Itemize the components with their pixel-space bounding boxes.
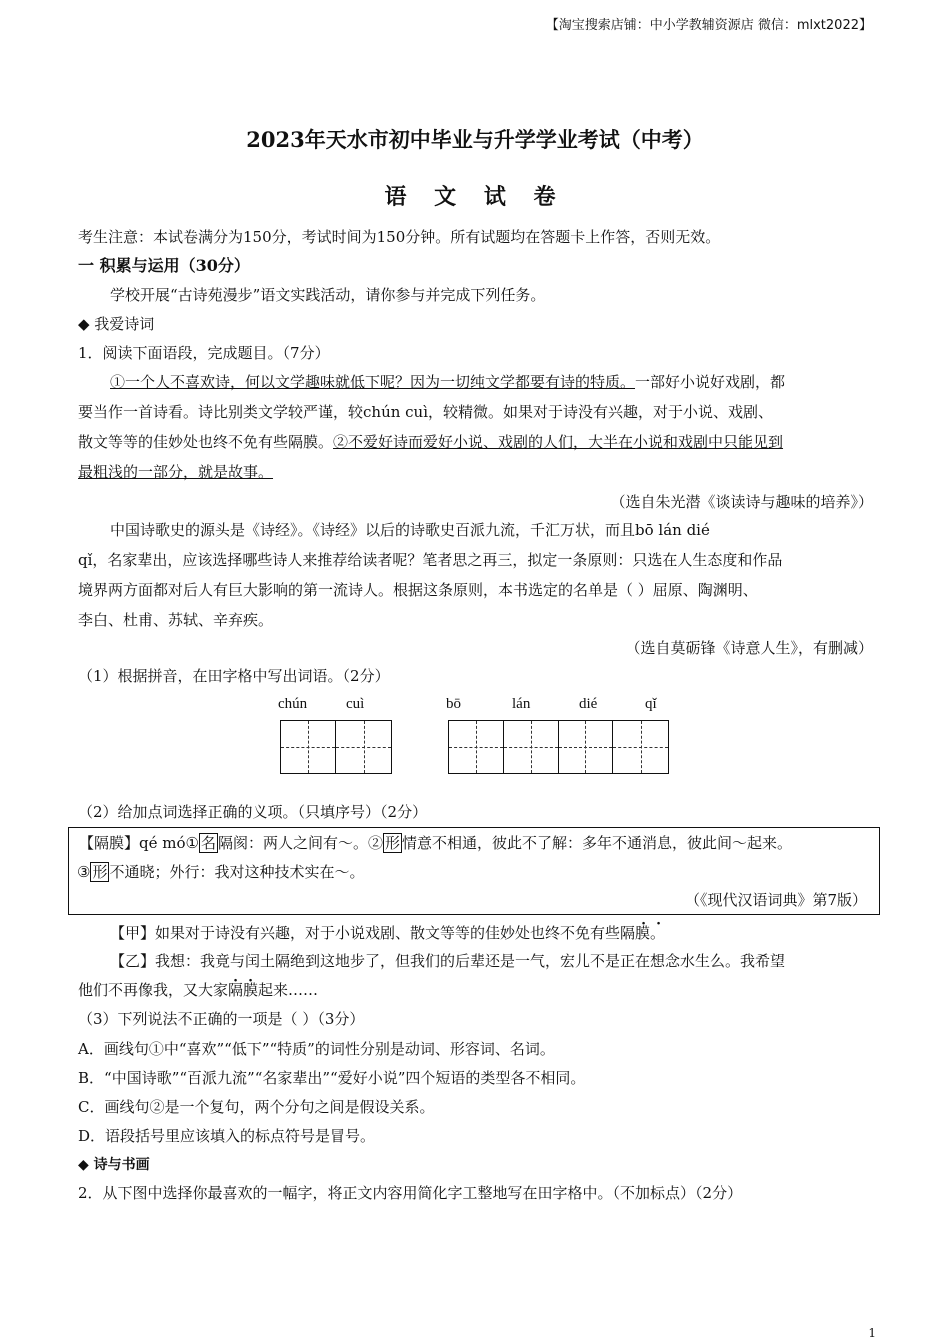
tianzige-grid-2[interactable]	[448, 720, 669, 774]
task-heading-2: ◆ 诗与书画	[78, 1157, 150, 1173]
dict-text: ③	[77, 863, 91, 881]
question-1: 1．阅读下面语段，完成题目。（7分）	[78, 344, 330, 362]
passage1-line4	[78, 457, 873, 487]
tianzige-cell[interactable]	[449, 721, 504, 773]
task-heading-1: ◆ 我爱诗词	[78, 315, 155, 333]
pinyin-label: qǐ	[645, 696, 657, 712]
dictionary-box	[68, 827, 880, 915]
option-a: A．画线句①中“喜欢”“低下”“特质”的词性分别是动词、形容词、名词。	[78, 1040, 555, 1058]
sentence-text: 【甲】如果对于诗没有兴趣，对于小说戏剧、散文等等的佳妙处也终不免有些	[110, 924, 621, 942]
passage1-line2: 要当作一首诗看。诗比别类文学较严谨，较chún cuì，较精微。如果对于诗没有兴趣，对于小说、戏剧、	[78, 403, 774, 421]
passage1-line3	[78, 427, 873, 457]
passage2-line4: 李白、杜甫、苏轼、辛弃疾。	[78, 611, 274, 629]
option-b: B．“中国诗歌”“百派九流”“名家辈出”“爱好小说”四个短语的类型各不相同。	[78, 1069, 586, 1087]
sentence-jia	[78, 918, 873, 948]
pinyin-label: dié	[579, 696, 598, 712]
underlined-sentence-1: ①一个人不喜欢诗，何以文学趣味就低下呢？因为一切纯文学都要有诗的特质。	[110, 373, 636, 391]
sentence-yi-line1: 【乙】我想：我竟与闰土隔绝到这地步了，但我们的后辈还是一气，宏儿不是正在想念水生么。我希望	[110, 952, 786, 970]
pinyin-label: lán	[512, 696, 531, 712]
passage2-line2: qǐ，名家辈出，应该选择哪些诗人来推荐给读者呢？笔者思之再三，拟定一条原则：只选在人生态度和作品	[78, 551, 783, 569]
underlined-sentence-2-end: 最粗浅的一部分，就是故事。	[78, 463, 274, 481]
dict-line-1	[79, 829, 792, 857]
tianzige-cell[interactable]	[336, 721, 391, 773]
dotted-char: 膜	[243, 981, 259, 999]
source-1: （选自朱光潜《谈读诗与趣味的培养》）	[610, 493, 873, 511]
dict-text: 不通晓；外行：我对这种技术实在～。	[109, 863, 365, 881]
exam-title: 2023年天水市初中毕业与升学学业考试（中考）	[246, 127, 704, 152]
sentence-text: 起来……	[258, 981, 319, 999]
passage-text: 一部好小说好戏剧，都	[635, 373, 786, 391]
tianzige-cell[interactable]	[281, 721, 336, 773]
dict-text: 情意不相通，彼此不了解：多年不通消息，彼此间～起来。	[402, 834, 793, 852]
dict-source: （《现代汉语词典》第7版）	[684, 891, 867, 909]
header-note: 【淘宝搜索店铺：中小学教辅资源店 微信：mlxt2022】	[545, 18, 872, 33]
dotted-char: 隔	[620, 924, 636, 942]
dict-line-2	[77, 858, 364, 886]
question-2: 2．从下图中选择你最喜欢的一幅字，将正文内容用简化字工整地写在田字格中。（不加标点）（2分）	[78, 1184, 743, 1202]
pinyin-label: bō	[446, 696, 461, 712]
tianzige-cell[interactable]	[613, 721, 668, 773]
tianzige-grid-1[interactable]	[280, 720, 392, 774]
sentence-text: 。	[650, 924, 666, 942]
pinyin-label: chún	[278, 696, 308, 712]
passage2-line3: 境界两方面都对后人有巨大影响的第一流诗人。根据这条原则，本书选定的名单是（ ）屈原、陶渊明、	[78, 581, 758, 599]
exam-subtitle: 语 文 试 卷	[384, 184, 566, 210]
option-d: D．语段括号里应该填入的标点符号是冒号。	[78, 1127, 376, 1145]
intro: 学校开展“古诗苑漫步”语文实践活动，请你参与并完成下列任务。	[110, 286, 546, 304]
section-heading: 一 积累与运用（30分）	[78, 256, 250, 275]
dict-text: 隔阂：两人之间有～。②	[217, 834, 383, 852]
tianzige-cell[interactable]	[504, 721, 559, 773]
pinyin-label: cuì	[346, 696, 365, 712]
question-1-3: （3）下列说法不正确的一项是（ ）（3分）	[78, 1010, 365, 1028]
page-number: 1	[868, 1326, 876, 1340]
pos-tag: 名	[200, 834, 216, 852]
underlined-sentence-2: ②不爱好诗而爱好小说、戏剧的人们，大半在小说和戏剧中只能见到	[333, 433, 784, 451]
sentence-yi-line2	[78, 975, 873, 1005]
passage-text: 散文等等的佳妙处也终不免有些隔膜。	[78, 433, 334, 451]
pos-tag: 形	[384, 834, 400, 852]
question-1-2: （2）给加点词选择正确的义项。（只填序号）（2分）	[78, 803, 428, 821]
question-1-1: （1）根据拼音，在田字格中写出词语。（2分）	[78, 667, 390, 685]
source-2: （选自莫砺锋《诗意人生》，有删减）	[625, 639, 873, 657]
tianzige-cell[interactable]	[559, 721, 614, 773]
sentence-text: 他们不再像我，又大家	[78, 981, 229, 999]
passage1-line1	[78, 367, 873, 397]
dotted-char: 隔	[228, 981, 244, 999]
notice: 考生注意：本试卷满分为150分，考试时间为150分钟。所有试题均在答题卡上作答，否则无效。	[78, 228, 721, 246]
passage2-line1: 中国诗歌史的源头是《诗经》。《诗经》以后的诗歌史百派九流，千汇万状，而且bō lán dié	[110, 521, 710, 539]
dotted-char: 膜	[635, 924, 651, 942]
pos-tag: 形	[92, 863, 108, 881]
dict-text: 【隔膜】qé mó①	[79, 834, 199, 852]
option-c: C．画线句②是一个复句，两个分句之间是假设关系。	[78, 1098, 435, 1116]
